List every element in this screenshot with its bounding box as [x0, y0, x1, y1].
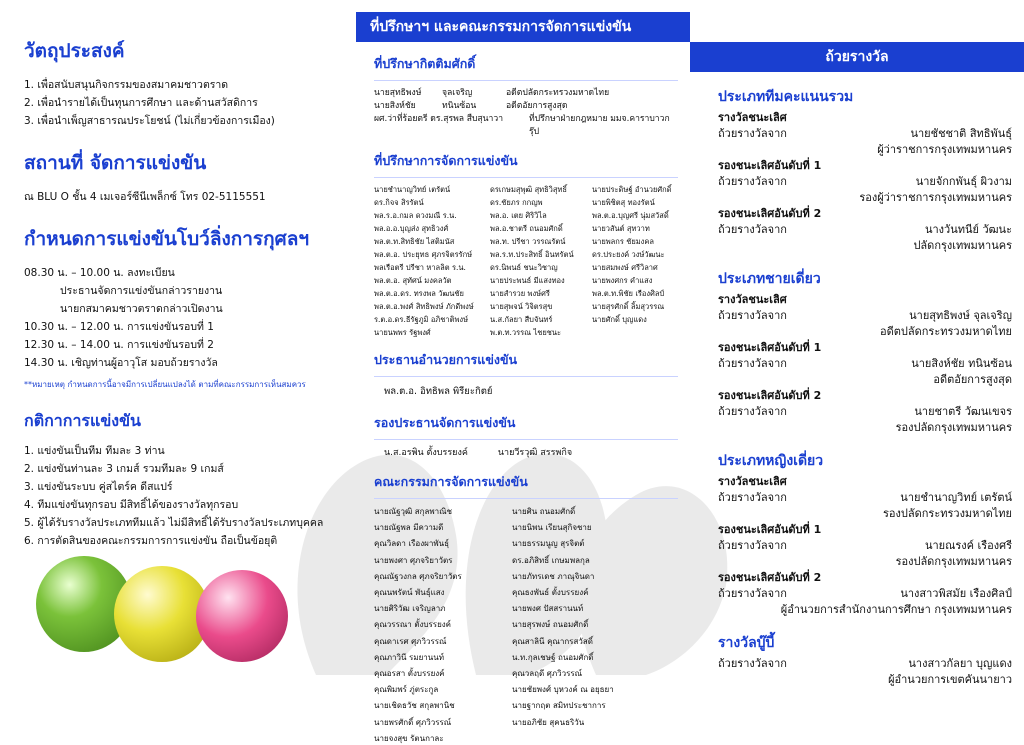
advisor-name: นายประดิษฐ์ อำนวยศักดิ์ — [592, 185, 672, 194]
rule-item-6: 6. การตัดสินของคณะกรรมการการแข่งขัน ถือเป็นข้อยุติ — [24, 535, 278, 547]
honorary-name: นายสุทธิพงษ์ — [374, 88, 422, 98]
advisor-name: พล.ท. ปรีชา วรรณรัตน์ — [490, 237, 566, 246]
committee-member: นายณัฐวุฒิ สกุลพาณิช — [374, 507, 452, 516]
award-label: รองชนะเลิศอันดับที่ 2 — [718, 389, 822, 402]
advisor-name: พล.ต.อ. ประยุทธ ศุภรจิตรรักษ์ — [374, 250, 473, 259]
rule-item-2: 2. แข่งขันท่านละ 3 เกมส์ รวมทีมละ 9 เกมส์ — [24, 463, 224, 475]
booby-donor-title: ผู้อำนวยการเขตคันนายาว — [888, 673, 1012, 686]
award-from: ถ้วยรางวัลจาก — [718, 405, 787, 418]
committee-member: นายศิน ถนอมศักดิ์ — [512, 507, 576, 516]
award-donor-title: ปลัดกรุงเทพมหานคร — [913, 239, 1012, 252]
advisor-name: นายศักดิ์ บุญแดง — [592, 315, 647, 324]
award-label: รองชนะเลิศอันดับที่ 1 — [718, 159, 822, 172]
objective-item-1: 1. เพื่อสนับสนุนกิจกรรมของสมาคมชาวตราด — [24, 79, 229, 91]
award-section — [690, 86, 1024, 254]
honorary-row-2 — [374, 100, 678, 113]
award-from: ถ้วยรางวัลจาก — [718, 127, 787, 140]
honorary-role: อดีตปลัดกระทรวงมหาดไทย — [506, 88, 610, 98]
award-label: รองชนะเลิศอันดับที่ 1 — [718, 523, 822, 536]
advisor-name: ดร.ชัยภร กกญพ — [490, 198, 543, 207]
committee-member: คุณพิมพร์ ภู่ตระกูล — [374, 685, 439, 695]
award-donor-title: รองปลัดกรุงเทพมหานคร — [895, 421, 1012, 434]
honorary-row-1 — [374, 87, 678, 100]
advisor-name: พล.ต.อ.พงศ์ สิทธิพงษ์ ภักดีพงษ์ — [374, 302, 474, 311]
award-label: รองชนะเลิศอันดับที่ 2 — [718, 571, 822, 584]
award-donor-title: รองปลัดกรุงเทพมหานคร — [895, 555, 1012, 568]
advisor-name: ร.ต.อ.ดร.ธีรัฐภูมิ อภิชาติพงษ์ — [374, 315, 469, 324]
vice-names — [384, 446, 678, 460]
advisor-name: พล.ร.ท.ประสิทธิ์ อินทรัตน์ — [490, 250, 574, 259]
objective-list — [24, 76, 328, 130]
rule-item-5: 5. ผู้ได้รับรางวัลประเภททีมแล้ว ไม่มีสิทธิ์ได้รับรางวัลประเภทบุคคล — [24, 517, 324, 529]
objective-title: วัตถุประสงค์ — [24, 40, 125, 62]
award-donor-title: อดีตอัยการสูงสุด — [933, 373, 1012, 386]
advisor-name: พล.อ.ชาตรี ถนอมศักดิ์ — [490, 224, 563, 233]
committee-member: นายศิริวัฒ เจริญลาภ — [374, 604, 446, 614]
award-from: ถ้วยรางวัลจาก — [718, 357, 787, 370]
award-row — [718, 356, 1012, 372]
award-donor: นายสิงห์ชัย ทนินซ้อน — [911, 357, 1012, 370]
advisor-name: ดร.ประยงค์ วงษ์วัฒนะ — [592, 250, 665, 259]
committee-member: น.ท.กุลเชษฐ์ ถนอมศักดิ์ — [512, 652, 594, 662]
schedule-line-4: 10.30 น. – 12.00 น. การแข่งขันรอบที่ 1 — [24, 321, 214, 333]
committee-member: คุณสาลินี คุณากรสวัสดิ์ — [512, 636, 593, 646]
award-from: ถ้วยรางวัลจาก — [718, 587, 787, 600]
committee-member: นายภัทรเดช ภาณุจินดา — [512, 571, 595, 581]
schedule-line-6: 14.30 น. เชิญท่านผู้อาวุโส มอบถ้วยรางวัล — [24, 357, 218, 369]
advisor-name: พล.ต.ท.พิชัย เรืองศิลป์ — [592, 289, 665, 298]
advisor-name: นายพลกร ชัยมงคล — [592, 237, 654, 246]
committee-member: คุณวรรณา ตั้งบรรยงค์ — [374, 620, 452, 630]
advisor-name: พล.ต.อ.บุญศรี นุ่มสวัสดิ์ — [592, 211, 669, 220]
committee-member — [512, 732, 662, 745]
objective-item-3: 3. เพื่อนำเพ็ญสาธารณประโยชน์ (ไม่เกี่ยวข้องการเมือง) — [24, 115, 275, 127]
schedule-line-1: 08.30 น. – 10.00 น. ลงทะเบียน — [24, 267, 175, 279]
award-section — [690, 268, 1024, 436]
award-from: ถ้วยรางวัลจาก — [718, 491, 787, 504]
honorary-divider — [374, 80, 678, 81]
vice-name-1: น.ส.อรพิน ตั้งบรรยงค์ — [384, 448, 468, 458]
advisors-section — [356, 151, 690, 338]
award-donor: นายชัชชาติ สิทธิพันธุ์ — [910, 127, 1012, 140]
award-label: รองชนะเลิศอันดับที่ 1 — [718, 341, 822, 354]
committee-member: นายอภิชัย สุคนธริวัน — [512, 717, 585, 727]
committee-member: คุณธงพันธ์ ตั้งบรรยงค์ — [512, 588, 589, 598]
advisors-grid — [374, 184, 678, 338]
honorary-role: อดีตอัยการสูงสุด — [506, 101, 568, 111]
award-label: รางวัลชนะเลิศ — [718, 111, 787, 124]
award-donor: นายสุทธิพงษ์ จุลเจริญ — [909, 309, 1012, 322]
committee-member: คุณภาวินี รมยานนท์ — [374, 652, 445, 662]
schedule-line-5: 12.30 น. – 14.00 น. การแข่งขันรอบที่ 2 — [24, 339, 214, 351]
chair-name: พล.ต.อ. อิทธิพล พิรียะกิตย์ — [384, 386, 493, 397]
committee-member: คุณดาเรศ ศุภวิวรรณ์ — [374, 636, 447, 646]
committee-panel — [356, 0, 690, 743]
booby-donor: นางสาวกัลยา บุญแดง — [908, 657, 1012, 670]
venue-text: ณ BLU O ชั้น 4 เมเจอร์ซีนีเพล็กซ์ โทร 02-5115551 — [24, 191, 266, 203]
advisor-name: พลเรือตรี ปรีชา หาลลิต ร.น. — [374, 263, 466, 272]
advisor-name: น.ส.กัลยา สืบจันทร์ — [490, 315, 553, 324]
award-label: รองชนะเลิศอันดับที่ 2 — [718, 207, 822, 220]
advisor-name: นายวสันต์ สุทวาท — [592, 224, 650, 233]
award-donor: นายชาตรี วัฒนเขจร — [914, 405, 1012, 418]
vice-divider — [374, 439, 678, 440]
award-from: ถ้วยรางวัลจาก — [718, 539, 787, 552]
committee-member: คุณวิลดา เรืองผาพันธุ์ — [374, 539, 449, 549]
advisor-name — [592, 327, 696, 338]
award-label: รางวัลชนะเลิศ — [718, 475, 787, 488]
rules-list — [24, 442, 328, 550]
advisor-name: นายพิชิตสุ ทองรัตน์ — [592, 198, 655, 207]
committee-member: นายสุรพงษ์ ถนอมศักดิ์ — [512, 620, 589, 630]
advisor-name: พล.อ. เตย ศิริวิไล — [490, 211, 547, 220]
honorary-name: นายสิงห์ชัย — [374, 101, 416, 111]
advisors-divider — [374, 177, 678, 178]
award-from: ถ้วยรางวัลจาก — [718, 223, 787, 236]
chair-section — [356, 350, 690, 401]
committee-member: คุณวลฤดี ศุภวิวรรณ์ — [512, 669, 583, 679]
award-row — [718, 490, 1012, 506]
committee-member: คุณณัฐวงกล ศุภจริยาวัตร — [374, 571, 462, 581]
rule-item-1: 1. แข่งขันเป็นทีม ทีมละ 3 ท่าน — [24, 445, 165, 457]
committee-title: คณะกรรมการจัดการแข่งขัน — [374, 474, 528, 489]
award-row — [718, 404, 1012, 420]
award-donor: นายณรงค์ เรืองศรี — [924, 539, 1012, 552]
honorary-surname: จุลเจริญ — [442, 88, 473, 98]
committee-member: นายฐากฤต สมิทประชาการ — [512, 701, 606, 711]
committee-member: นายพงศา ศุภจริยาวัตร — [374, 555, 453, 565]
honorary-title: ที่ปรึกษากิตติมศักดิ์ — [374, 56, 476, 71]
booby-title: รางวัลบู๊บี้ — [718, 635, 775, 651]
schedule-note: **หมายเหตุ กำหนดการนี้อาจมีการเปลี่ยนแปลงได้ ตามที่คณะกรรมการเห็นสมควร — [24, 380, 306, 389]
award-row — [718, 222, 1012, 238]
award-donor-title: อดีตปลัดกระทรวงมหาดไทย — [880, 325, 1012, 338]
honorary-row-3 — [374, 113, 678, 139]
award-row — [718, 126, 1012, 142]
committee-grid — [374, 505, 678, 745]
awards-panel — [690, 0, 1024, 724]
honorary-table — [374, 87, 678, 139]
advisor-name: นายสุรศักดิ์ ลิ้มสุวรรณ — [592, 302, 665, 311]
booby-from: ถ้วยรางวัลจาก — [718, 657, 787, 670]
award-donor-title: รองผู้ว่าราชการกรุงเทพมหานคร — [859, 191, 1012, 204]
committee-member: นายจงสุข รัตนกาละ — [374, 733, 444, 743]
booby-row — [718, 656, 1012, 672]
committee-member: ดร.อภิสิทธิ์ เกษมพลกุล — [512, 555, 590, 565]
committee-divider — [374, 498, 678, 499]
committee-member: นายพงศ ปัสสรานนท์ — [512, 604, 584, 614]
advisors-title: ที่ปรึกษาการจัดการแข่งขัน — [374, 153, 518, 168]
advisor-name: พล.ต.อ.ดร. ทรงพล วัฒนชัย — [374, 289, 464, 298]
honorary-surname: ทนินซ้อน — [442, 101, 477, 111]
committee-member: นายชัยพงศ์ บุหวงค์ ณ อยุธยา — [512, 685, 614, 695]
committee-member: นายเชิดธวัช สกุลพานิช — [374, 701, 455, 711]
award-section-title: ประเภททีมคะแนนรวม — [718, 89, 854, 105]
awards-band: ถ้วยรางวัล — [690, 42, 1024, 72]
schedule-line-2: ประธานจัดการแข่งขันกล่าวรายงาน — [60, 285, 223, 297]
award-section — [690, 450, 1024, 618]
advisor-name: พล.อ.อ.บุญส่ง สุทธิวงศ์ — [374, 224, 449, 233]
schedule-line-3: นายกสมาคมชาวตราดกล่าวเปิดงาน — [60, 303, 223, 315]
venue-title: สถานที่ จัดการแข่งขัน — [24, 152, 207, 174]
schedule-list — [24, 264, 328, 372]
rule-item-3: 3. แข่งขันระบบ คู่สไตร์ค ดีสแปร์ — [24, 481, 173, 493]
chair-divider — [374, 376, 678, 377]
committee-member: นายธรรมนูญ สุรจิตต์ — [512, 539, 585, 549]
objective-item-2: 2. เพื่อนำรายได้เป็นทุนการศึกษา และด้านสวัสดิการ — [24, 97, 258, 109]
advisor-name: นายชำนาญวิทย์ เตรัตน์ — [374, 185, 451, 194]
award-donor: นายจักกพันธุ์ ผิวงาม — [915, 175, 1012, 188]
honorary-section — [356, 54, 690, 139]
advisor-name: พล.ต.ท.สิทธิชัย ไสติมนัส — [374, 237, 455, 246]
bowling-ball-pink — [196, 570, 288, 662]
vice-name-2: นายวีรวุฒิ สรรพกิจ — [497, 448, 573, 458]
committee-band: ที่ปรึกษาฯ และคณะกรรมการจัดการแข่งขัน — [356, 12, 690, 42]
vice-title: รองประธานจัดการแข่งขัน — [374, 415, 516, 430]
chair-title: ประธานอำนวยการแข่งขัน — [374, 352, 518, 367]
advisor-name: นายประพนธ์ มีแสงทอง — [490, 276, 565, 285]
awards-container — [690, 86, 1024, 688]
committee-member: นายนิพน เรียนสุกิจชาย — [512, 523, 592, 533]
advisor-name: นายสำรวย พงษ์ศรี — [490, 289, 550, 298]
advisor-name: ดร.นิพนธ์ ชนะวิชาญ — [490, 263, 558, 272]
award-row — [718, 174, 1012, 190]
award-from: ถ้วยรางวัลจาก — [718, 309, 787, 322]
advisor-name: ดร.กิจจ สิรรัตน์ — [374, 198, 424, 207]
award-row — [718, 586, 1012, 602]
booby-section — [690, 632, 1024, 688]
award-from: ถ้วยรางวัลจาก — [718, 175, 787, 188]
advisor-name: ดรเกษมสุพุฒิ สุทธิวิสุทธิ์ — [490, 185, 567, 194]
advisor-name: นายสมพงษ์ ศรีวิลาศ — [592, 263, 658, 272]
advisor-name: พล.ต.อ. สุทัศน์ มงคลวัต — [374, 276, 452, 285]
advisor-name: นายสุพจน์ วิจิตรสุข — [490, 302, 553, 311]
award-donor-title: รองปลัดกระทรวงมหาดไทย — [883, 507, 1012, 520]
vice-section — [356, 413, 690, 460]
award-label: รางวัลชนะเลิศ — [718, 293, 787, 306]
advisor-name: พ.ต.ท.วรรณ ไชยชนะ — [490, 328, 562, 337]
committee-member: นายณัฐพล มีความดี — [374, 523, 444, 533]
objective-panel — [0, 0, 344, 724]
award-row — [718, 308, 1012, 324]
advisor-name: นายนพพร รัฐพงศ์ — [374, 328, 431, 337]
rule-item-4: 4. ทีมแข่งขันทุกรอบ มีสิทธิ์ได้ของรางวัลทุกรอบ — [24, 499, 239, 511]
award-donor: นางสาวพิสมัย เรืองศิลป์ — [900, 587, 1012, 600]
award-row — [718, 538, 1012, 554]
honorary-role: ที่ปรึกษาฝ่ายกฎหมาย มมจ.คาราบาวกรุ๊ป — [529, 114, 670, 137]
rules-title: กติกาการแข่งขัน — [24, 411, 141, 430]
award-donor-title: ผู้ว่าราชการกรุงเทพมหานคร — [877, 143, 1012, 156]
award-donor: นางวันทนีย์ วัฒนะ — [924, 223, 1012, 236]
award-section-title: ประเภทหญิงเดี่ยว — [718, 453, 824, 469]
award-section-title: ประเภทชายเดี่ยว — [718, 271, 821, 287]
honorary-name: ผศ.ว่าที่ร้อยตรี ดร.สุรพล สืบสุนาวา — [374, 114, 504, 124]
schedule-title: กำหนดการแข่งขันโบว์ลิ่งการกุศลฯ — [24, 228, 309, 250]
committee-section — [356, 472, 690, 745]
committee-member: นายพรศักดิ์ ศุภวิวรรณ์ — [374, 717, 452, 727]
award-donor-title: ผู้อำนวยการสำนักงานการศึกษา กรุงเทพมหานคร — [780, 603, 1012, 616]
advisor-name: พล.ร.อ.กมล ดวงมณี ร.น. — [374, 211, 457, 220]
advisor-name: นายพงศกร คำแสง — [592, 276, 653, 285]
committee-member: คุณอรสา ตั้งบรรยงค์ — [374, 669, 445, 679]
award-donor: นายชำนาญวิทย์ เตรัตน์ — [900, 491, 1012, 504]
committee-member: คุณนพรัตน์ พันธุ์แสง — [374, 588, 445, 598]
